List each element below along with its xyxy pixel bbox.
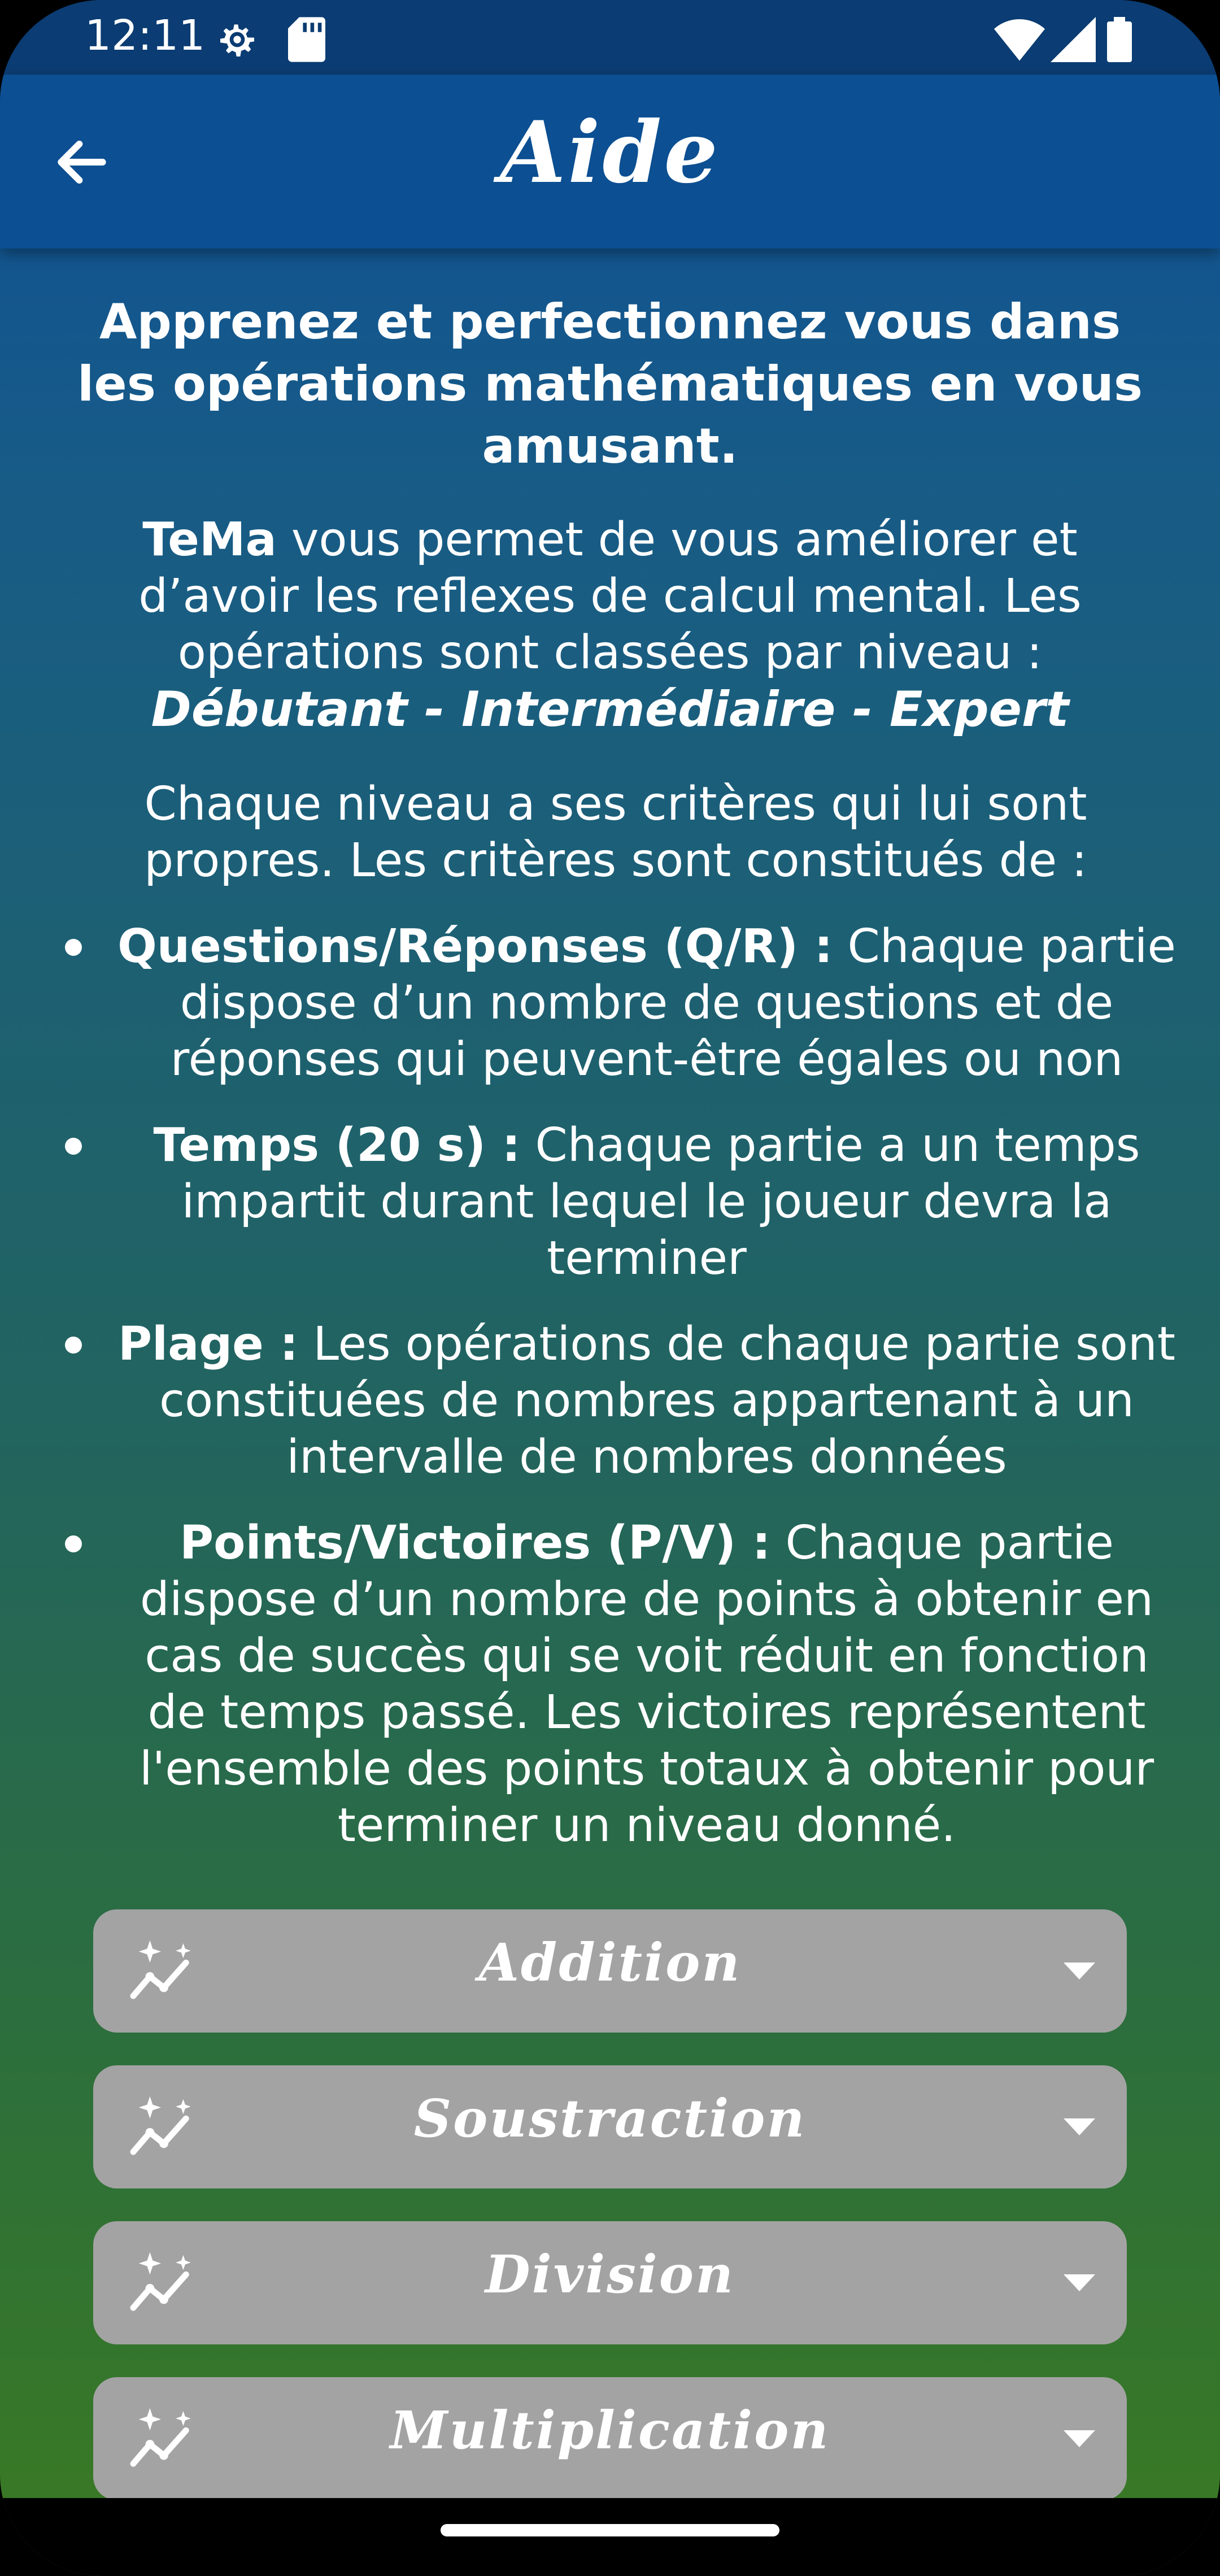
bullet-dot (65, 1138, 82, 1155)
bullet-dot (65, 1535, 82, 1552)
accordion-label: Multiplication (390, 2400, 830, 2461)
criterion-text: Les opérations de chaque partie sont constituées de nombres appartenant à un intervalle de nombres données (159, 1317, 1176, 1484)
levels-list: Débutant - Intermédiaire - Expert (151, 681, 1069, 738)
criterion-text: Chaque partie dispose d’un nombre de questions et de réponses qui peuvent-être égales ou non (170, 920, 1176, 1086)
criterion-text: Chaque partie a un temps impartit durant lequel le joueur devra la terminer (181, 1119, 1140, 1285)
settings-gear-icon (215, 17, 260, 64)
accordion-soustraction[interactable] (93, 2065, 1127, 2188)
cellular-signal-icon (1051, 17, 1096, 64)
accordion-label: Division (485, 2244, 735, 2305)
criterion-text: Chaque partie dispose d’un nombre de points à obtenir en cas de succès qui se voit réduit en fonction de temps passé. Les victoires représentent l'ensemble des points totaux à obtenir pour terminer un niveau donné. (139, 1516, 1154, 1852)
bullet-dot (65, 1337, 82, 1354)
navigation-bar (0, 2498, 1220, 2576)
criterion-title: Points/Victoires (P/V) : (180, 1516, 771, 1570)
criterion-points-victoires (110, 1515, 1183, 1854)
intro-heading: Apprenez et perfectionnez vous dans les opérations mathématiques en vous amusant. (77, 294, 1143, 475)
sd-card-icon (288, 17, 325, 64)
bullet-dot (65, 939, 82, 956)
caret-down-icon (1064, 1963, 1095, 1979)
criterion-temps (110, 1117, 1183, 1287)
battery-icon (1107, 17, 1132, 64)
accordion-label: Soustraction (413, 2088, 807, 2149)
caret-down-icon (1064, 2274, 1095, 2291)
criteria-intro: Chaque niveau a ses critères qui lui sont propres. Les critères sont constitués de : (144, 777, 1087, 887)
app-name: TeMa (142, 513, 277, 567)
home-indicator[interactable] (441, 2524, 779, 2536)
accordion-multiplication[interactable] (93, 2377, 1127, 2500)
page-title: Aide (500, 103, 720, 202)
status-time: 12:11 (85, 11, 206, 60)
criterion-title: Plage : (117, 1317, 299, 1371)
caret-down-icon (1064, 2118, 1095, 2135)
intro-paragraph (56, 512, 1164, 738)
criterion-questions-reponses (110, 919, 1183, 1088)
criterion-title: Questions/Réponses (Q/R) : (117, 920, 833, 973)
criterion-title: Temps (20 s) : (153, 1119, 521, 1172)
accordion-division[interactable] (93, 2221, 1127, 2344)
criterion-plage (110, 1316, 1183, 1486)
intro-text: vous permet de vous améliorer et d’avoir les reflexes de calcul mental. Les opérations sont classées par niveau : (138, 513, 1082, 680)
caret-down-icon (1064, 2430, 1095, 2447)
accordion-addition[interactable] (93, 1909, 1127, 2033)
accordion-label: Addition (478, 1932, 742, 1993)
status-bar (0, 0, 1220, 75)
wifi-icon (994, 17, 1045, 64)
app-bar (0, 75, 1220, 249)
